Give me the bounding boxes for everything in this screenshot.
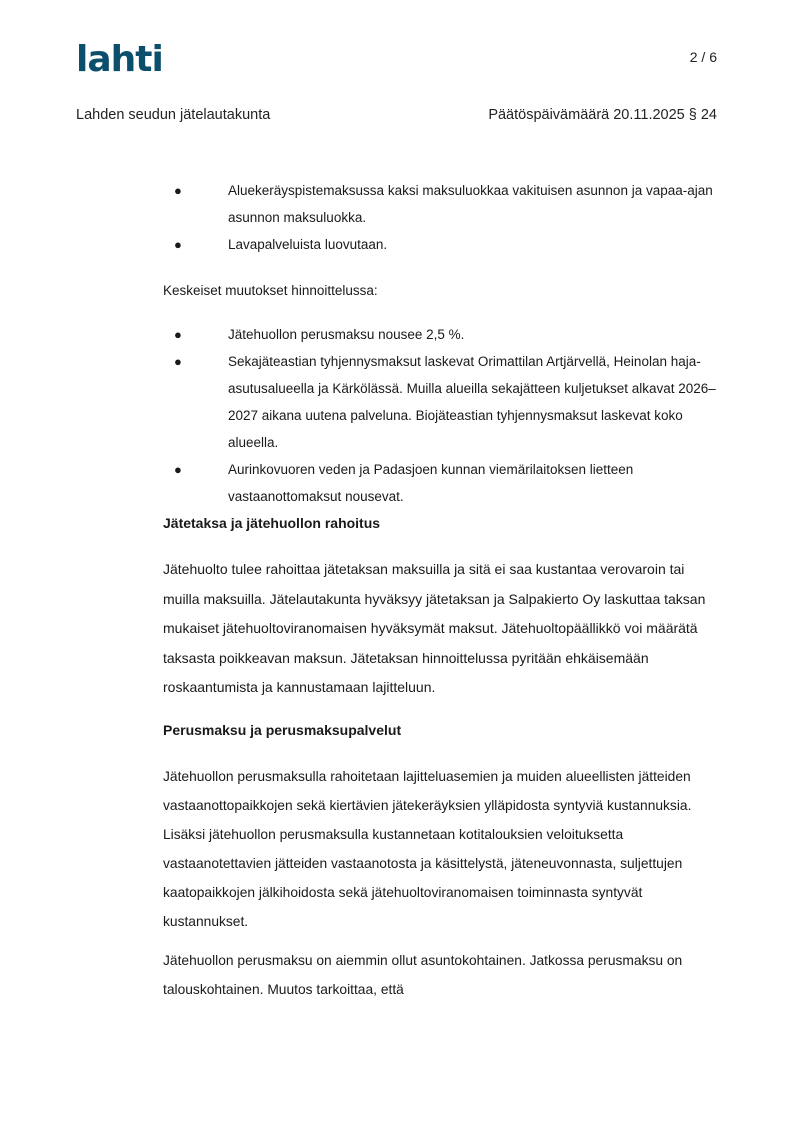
- section-heading-funding: Jätetaksa ja jätehuollon rahoitus: [163, 515, 381, 531]
- list-item-text: Aurinkovuoren veden ja Padasjoen kunnan viemärilaitoksen lietteen vastaanottomaksut nousevat.: [228, 462, 634, 504]
- bullet-icon: ●: [174, 183, 182, 198]
- list-item-text: Aluekeräyspistemaksussa kaksi maksuluokkaa vakituisen asunnon ja vapaa-ajan asunnon maksuluokka.: [228, 183, 713, 225]
- list-item: [163, 321, 723, 348]
- list-item-text: Lavapalveluista luovutaan.: [228, 237, 388, 252]
- bullet-list-1: [163, 177, 723, 258]
- funding-paragraph: Jätehuolto tulee rahoittaa jätetaksan maksuilla ja sitä ei saa kustantaa verovaroin tai muilla maksuilla. Jätelautakunta hyväksyy jätetaksan ja Salpakierto Oy laskuttaa taksan mukaiset jätehuoltoviranomaisen hyväksymät maksut. Jätehuoltopäällikkö voi määrätä taksasta poikkeavan maksun. Jätetaksan hinnoittelussa pyritään ehkäisemään roskaantumista ja kannustamaan lajitteluun.: [163, 561, 706, 695]
- section-heading-base-fee: Perusmaksu ja perusmaksupalvelut: [163, 721, 402, 738]
- base-fee-paragraph-2: Jätehuollon perusmaksu on aiemmin ollut asuntokohtainen. Jatkossa perusmaksu on talouskohtainen. Muutos tarkoittaa, että: [163, 952, 683, 997]
- page-number: 2 / 6: [689, 49, 717, 65]
- bullet-icon: ●: [174, 237, 182, 252]
- list-item-text: Sekajäteastian tyhjennysmaksut laskevat Orimattilan Artjärvellä, Heinolan haja-asutusalueella ja Kärkölässä. Muilla alueilla sekajätteen kuljetukset alkavat 2026–2027 aikana uutena palveluna. Biojäteastian tyhjennysmaksut laskevat koko alueella.: [228, 354, 716, 450]
- intro-text: Keskeiset muutokset hinnoittelussa:: [163, 283, 378, 298]
- bullet-icon: ●: [174, 462, 182, 477]
- list-item: [163, 231, 723, 258]
- list-item: [163, 456, 723, 510]
- lahti-logo: lahti: [76, 39, 163, 80]
- list-item-text: Jätehuollon perusmaksu nousee 2,5 %.: [228, 327, 465, 342]
- decision-date: Päätöspäivämäärä 20.11.2025 § 24: [488, 107, 717, 123]
- bullet-icon: ●: [174, 354, 182, 369]
- bullet-list-2: [163, 321, 723, 510]
- organization-name: Lahden seudun jätelautakunta: [76, 107, 271, 123]
- list-item: [163, 177, 723, 231]
- bullet-icon: ●: [174, 327, 182, 342]
- list-item: [163, 348, 723, 456]
- base-fee-paragraph-1: Jätehuollon perusmaksulla rahoitetaan lajitteluasemien ja muiden alueellisten jätteiden vastaanottopaikkojen sekä kiertävien jätekeräyksien ylläpidosta syntyviä kustannuksia. Lisäksi jätehuollon perusmaksulla kustannetaan kotitalouksien veloituksetta vastaanotettavien jätteiden vastaanotosta ja käsittelystä, jäteneuvonnasta, suljettujen kaatopaikkojen jälkihoidosta sekä jätehuoltoviranomaisen toiminnasta syntyvät kustannukset.: [163, 768, 692, 929]
- document-body: [163, 177, 723, 1020]
